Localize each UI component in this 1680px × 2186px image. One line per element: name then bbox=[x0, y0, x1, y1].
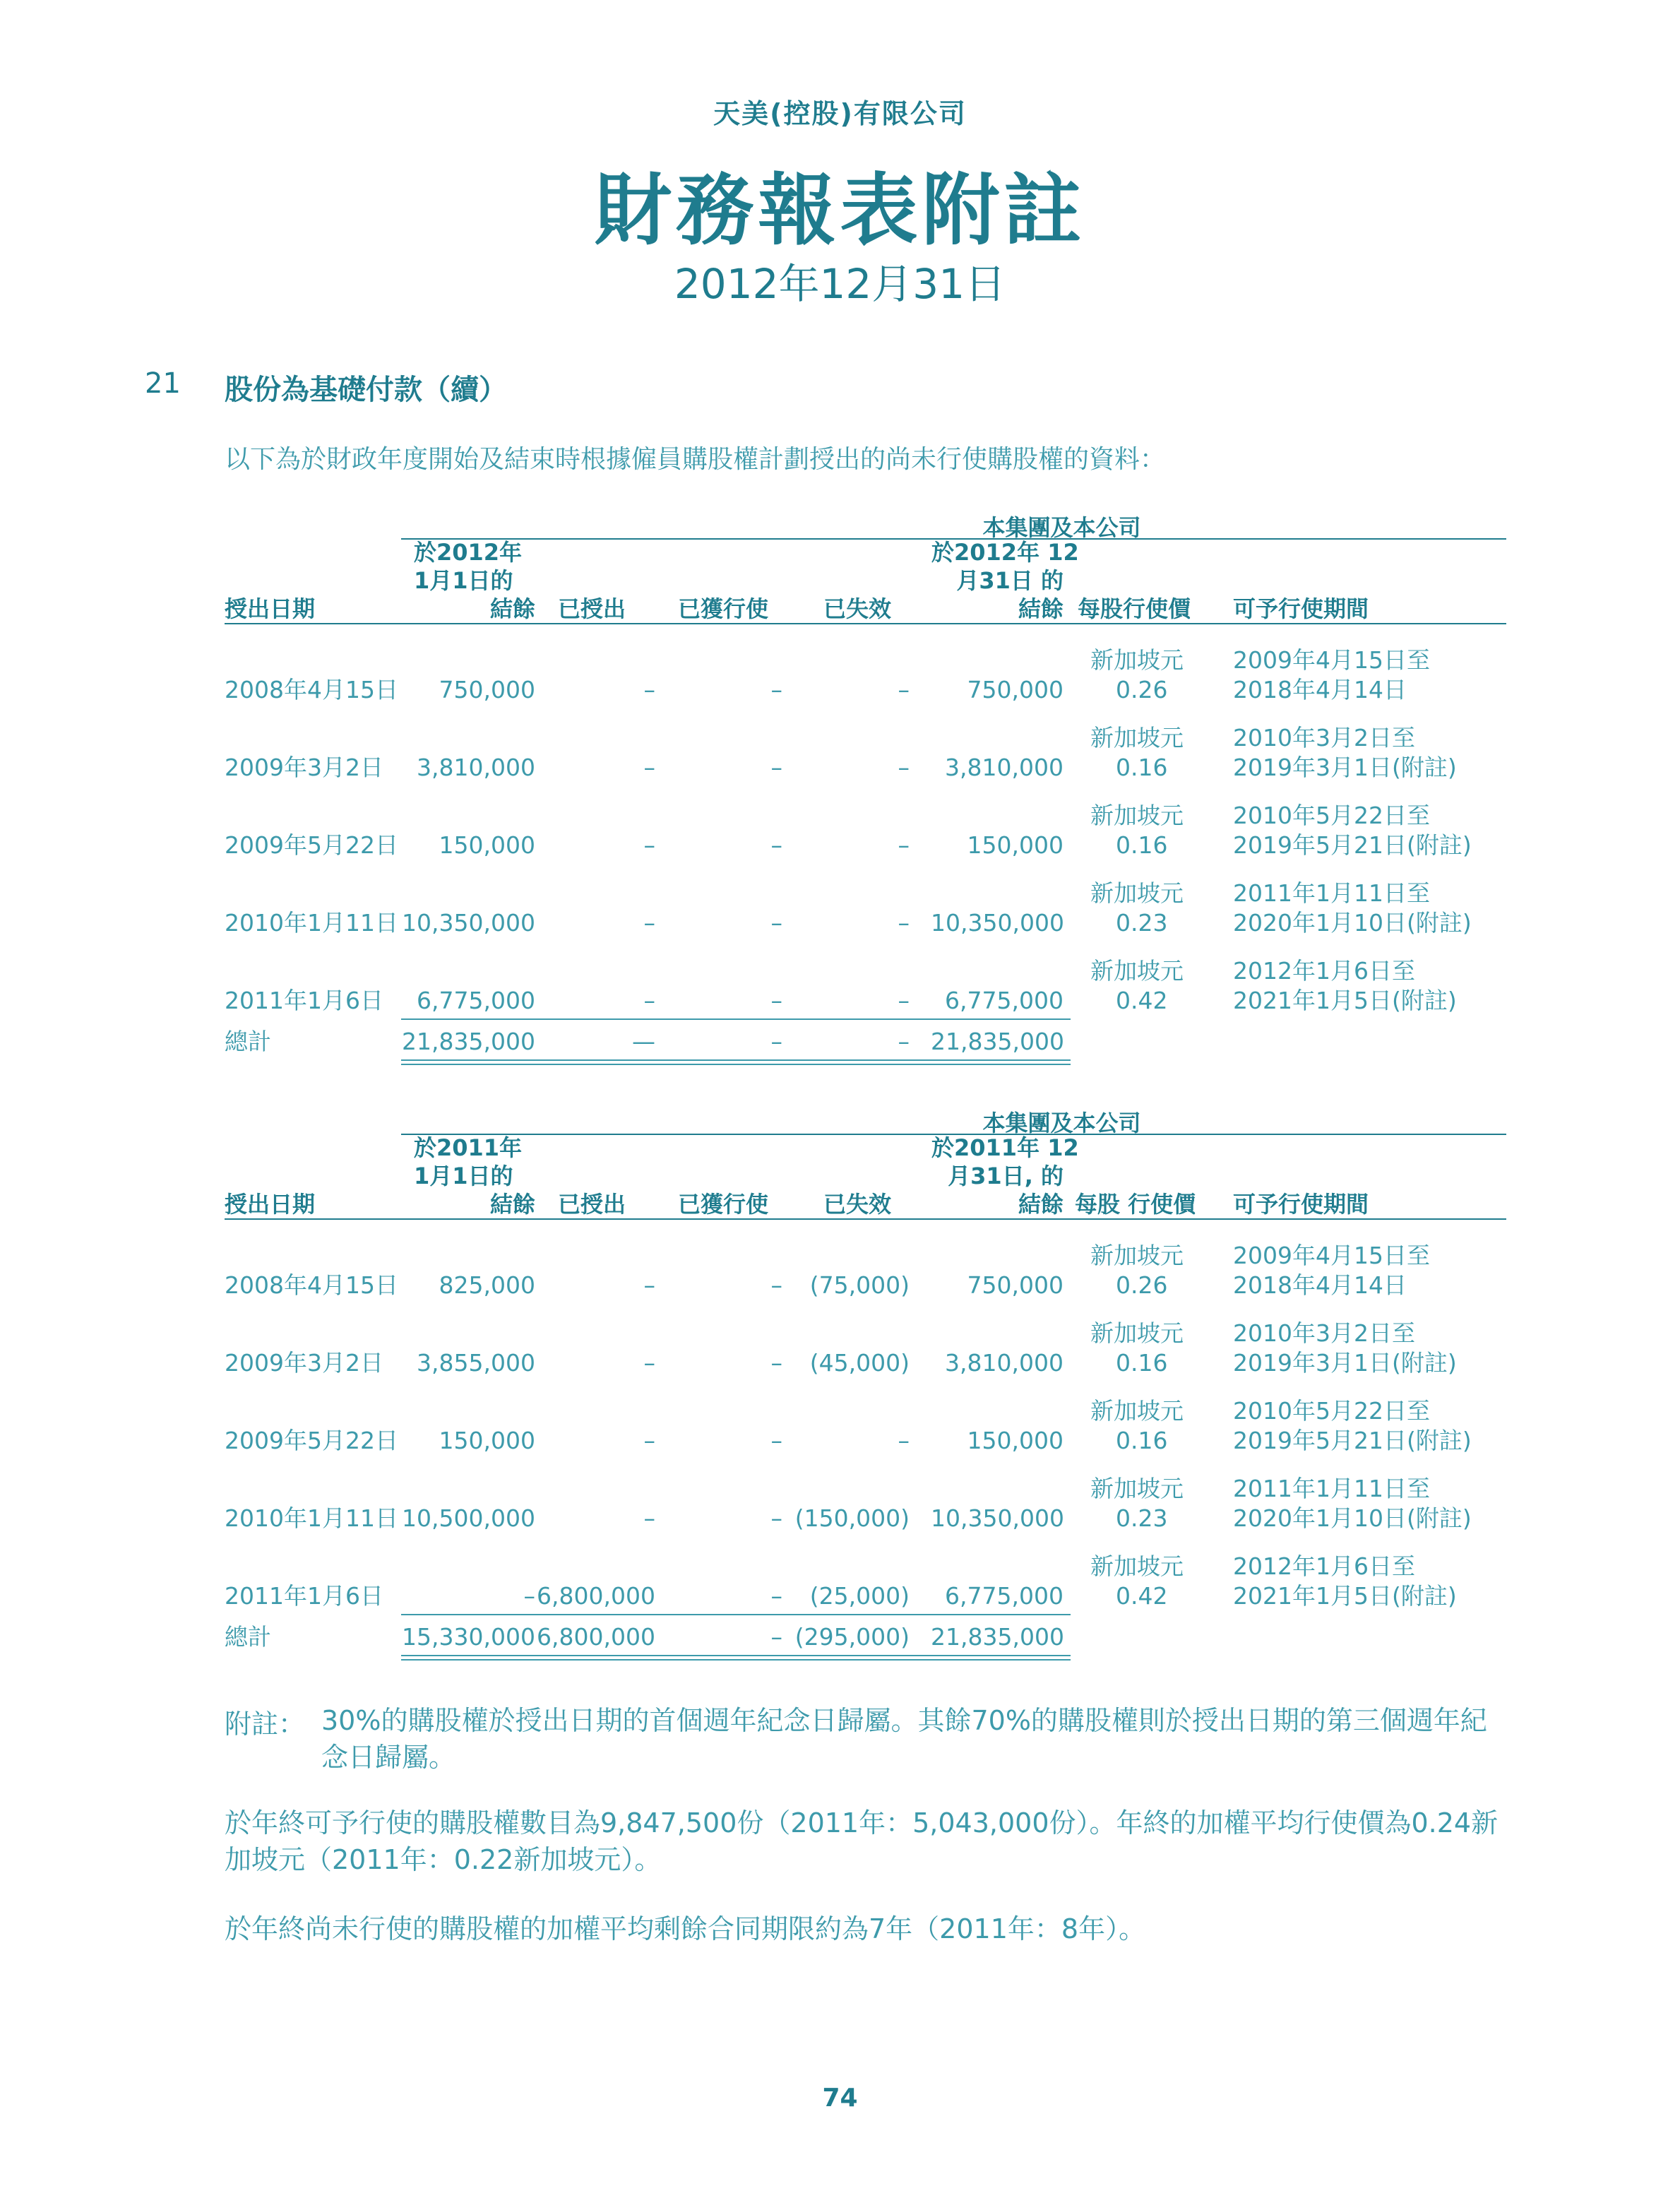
exercised: – bbox=[770, 987, 782, 1014]
currency: 新加坡元 bbox=[1090, 802, 1184, 829]
lapsed: – bbox=[898, 909, 910, 937]
company-name: 天美(控股)有限公司 bbox=[713, 98, 967, 129]
header-lapsed: 已失效 bbox=[823, 595, 892, 622]
period-from: 2012年1月6日至 bbox=[1233, 1552, 1415, 1580]
period-to: 2019年5月21日(附註) bbox=[1233, 831, 1472, 859]
section-intro: 以下為於財政年度開始及結束時根據僱員購股權計劃授出的尚未行使購股權的資料： bbox=[225, 445, 1166, 474]
page-title: 財務報表附註 bbox=[594, 165, 1086, 256]
grant-date: 2011年1月6日 bbox=[225, 987, 383, 1014]
lapsed: (45,000) bbox=[809, 1349, 910, 1377]
grant-date: 2010年1月11日 bbox=[225, 1504, 398, 1532]
period-to: 2018年4月14日 bbox=[1233, 1271, 1407, 1299]
header-opening-line2: 1月1日的 bbox=[414, 1163, 513, 1189]
header-granted: 已授出 bbox=[558, 595, 626, 622]
lapsed: – bbox=[898, 676, 910, 703]
table-group-heading: 本集團及本公司 bbox=[982, 514, 1141, 541]
period-from: 2009年4月15日至 bbox=[1233, 1242, 1430, 1269]
period-to: 2020年1月10日(附註) bbox=[1233, 909, 1472, 937]
header-rule bbox=[225, 1218, 1506, 1220]
header-exercise-period: 可予行使期間 bbox=[1233, 1191, 1369, 1218]
table-row bbox=[225, 723, 1506, 801]
exercised: – bbox=[770, 1582, 782, 1610]
header-opening-line3: 結餘 bbox=[489, 1191, 535, 1218]
exercise-price: 0.42 bbox=[1116, 987, 1168, 1014]
lapsed: – bbox=[898, 1427, 910, 1454]
header-rule bbox=[225, 623, 1506, 624]
remaining-life-paragraph: 於年終尚未行使的購股權的加權平均剩餘合同期限約為7年（2011年：8年）。 bbox=[225, 1913, 1146, 1944]
currency: 新加坡元 bbox=[1090, 879, 1184, 907]
opening-balance: 150,000 bbox=[439, 831, 535, 859]
closing-balance: 6,775,000 bbox=[945, 987, 1064, 1014]
total-double-rule bbox=[401, 1655, 1071, 1661]
period-from: 2010年5月22日至 bbox=[1233, 802, 1430, 829]
grant-date: 2009年5月22日 bbox=[225, 831, 398, 859]
header-exercise-period: 可予行使期間 bbox=[1233, 595, 1369, 622]
table-row bbox=[225, 1396, 1506, 1474]
period-from: 2012年1月6日至 bbox=[1233, 957, 1415, 985]
table-row bbox=[225, 956, 1506, 1034]
header-exercise-price: 每股行使價 bbox=[1078, 595, 1191, 622]
grant-date: 2008年4月15日 bbox=[225, 1271, 398, 1299]
header-closing-line3: 結餘 bbox=[1018, 595, 1064, 622]
header-opening-line1: 於2012年 bbox=[414, 539, 523, 566]
note-text: 30%的購股權於授出日期的首個週年紀念日歸屬。其餘70%的購股權則於授出日期的第三個週年紀念日歸屬。 bbox=[321, 1705, 1487, 1773]
total-lapsed: – bbox=[898, 1028, 910, 1055]
exercised: – bbox=[770, 1427, 782, 1454]
grant-date: 2009年5月22日 bbox=[225, 1427, 398, 1454]
exercised: – bbox=[770, 831, 782, 859]
header-closing-line2: 月31日, 的 bbox=[948, 1163, 1064, 1189]
table-row bbox=[225, 1552, 1506, 1629]
total-opening: 21,835,000 bbox=[402, 1028, 535, 1055]
exercise-price: 0.23 bbox=[1116, 909, 1168, 937]
opening-balance: 10,350,000 bbox=[402, 909, 535, 937]
header-closing-line3: 結餘 bbox=[1018, 1191, 1064, 1218]
exercised: – bbox=[770, 1349, 782, 1377]
header-opening-line2: 1月1日的 bbox=[414, 567, 513, 594]
opening-balance: – bbox=[523, 1582, 535, 1610]
page-number: 74 bbox=[822, 2084, 858, 2113]
exercised: – bbox=[770, 676, 782, 703]
exercised: – bbox=[770, 909, 782, 937]
granted: – bbox=[643, 987, 655, 1014]
grant-date: 2009年3月2日 bbox=[225, 1349, 383, 1377]
header-lapsed: 已失效 bbox=[823, 1191, 892, 1218]
subtotal-rule bbox=[401, 1614, 1071, 1615]
table-group-heading: 本集團及本公司 bbox=[982, 1110, 1141, 1136]
exercise-price: 0.16 bbox=[1116, 754, 1168, 781]
period-from: 2011年1月11日至 bbox=[1233, 1475, 1430, 1502]
note-label: 附註： bbox=[225, 1709, 306, 1740]
table-row bbox=[225, 1241, 1506, 1319]
opening-balance: 10,500,000 bbox=[402, 1504, 535, 1532]
closing-balance: 6,775,000 bbox=[945, 1582, 1064, 1610]
table-row bbox=[225, 1474, 1506, 1552]
opening-balance: 150,000 bbox=[439, 1427, 535, 1454]
lapsed: (25,000) bbox=[809, 1582, 910, 1610]
period-to: 2021年1月5日(附註) bbox=[1233, 1582, 1457, 1610]
header-exercise-price: 每股 行使價 bbox=[1075, 1191, 1196, 1218]
table-row bbox=[225, 1319, 1506, 1396]
granted: – bbox=[643, 1504, 655, 1532]
total-closing: 21,835,000 bbox=[931, 1623, 1064, 1651]
total-label: 總計 bbox=[225, 1623, 271, 1651]
lapsed: (150,000) bbox=[794, 1504, 910, 1532]
total-closing: 21,835,000 bbox=[931, 1028, 1064, 1055]
period-from: 2010年3月2日至 bbox=[1233, 1319, 1415, 1347]
lapsed: – bbox=[898, 754, 910, 781]
header-closing-line1: 於2011年 12 bbox=[931, 1134, 1079, 1161]
exercised: – bbox=[770, 1504, 782, 1532]
closing-balance: 750,000 bbox=[967, 1271, 1064, 1299]
granted: 6,800,000 bbox=[537, 1582, 655, 1610]
header-grant-date: 授出日期 bbox=[225, 595, 316, 622]
header-opening-line3: 結餘 bbox=[489, 595, 535, 622]
grant-date: 2010年1月11日 bbox=[225, 909, 398, 937]
opening-balance: 6,775,000 bbox=[417, 987, 535, 1014]
header-closing-line1: 於2012年 12 bbox=[931, 539, 1079, 566]
total-granted: — bbox=[632, 1028, 655, 1055]
exercise-price: 0.23 bbox=[1116, 1504, 1168, 1532]
closing-balance: 10,350,000 bbox=[931, 909, 1064, 937]
report-date: 2012年12月31日 bbox=[674, 260, 1006, 308]
header-opening-line1: 於2011年 bbox=[414, 1134, 523, 1161]
closing-balance: 750,000 bbox=[967, 676, 1064, 703]
granted: – bbox=[643, 1271, 655, 1299]
exercisable-options-paragraph: 於年終可予行使的購股權數目為9,847,500份（2011年：5,043,000份）。年終的加權平均行使價為0.24新加坡元（2011年：0.22新加坡元）。 bbox=[225, 1807, 1499, 1875]
total-lapsed: (295,000) bbox=[794, 1623, 910, 1651]
opening-balance: 825,000 bbox=[439, 1271, 535, 1299]
exercise-price: 0.16 bbox=[1116, 831, 1168, 859]
header-exercised: 已獲行使 bbox=[678, 595, 769, 622]
granted: – bbox=[643, 831, 655, 859]
opening-balance: 3,855,000 bbox=[417, 1349, 535, 1377]
table-row bbox=[225, 646, 1506, 723]
total-label: 總計 bbox=[225, 1028, 271, 1055]
currency: 新加坡元 bbox=[1090, 1552, 1184, 1580]
granted: – bbox=[643, 909, 655, 937]
period-from: 2009年4月15日至 bbox=[1233, 646, 1430, 674]
header-grant-date: 授出日期 bbox=[225, 1191, 316, 1218]
grant-date: 2011年1月6日 bbox=[225, 1582, 383, 1610]
currency: 新加坡元 bbox=[1090, 1475, 1184, 1502]
lapsed: – bbox=[898, 831, 910, 859]
currency: 新加坡元 bbox=[1090, 724, 1184, 752]
options-table-2011 bbox=[225, 1105, 1506, 1677]
closing-balance: 3,810,000 bbox=[945, 1349, 1064, 1377]
exercised: – bbox=[770, 754, 782, 781]
exercise-price: 0.42 bbox=[1116, 1582, 1168, 1610]
total-opening: 15,330,000 bbox=[402, 1623, 535, 1651]
closing-balance: 150,000 bbox=[967, 831, 1064, 859]
grant-date: 2009年3月2日 bbox=[225, 754, 383, 781]
total-double-rule bbox=[401, 1059, 1071, 1065]
grant-date: 2008年4月15日 bbox=[225, 676, 398, 703]
granted: – bbox=[643, 1349, 655, 1377]
options-table-2012 bbox=[225, 510, 1506, 1082]
total-granted: 6,800,000 bbox=[537, 1623, 655, 1651]
total-exercised: – bbox=[770, 1028, 782, 1055]
lapsed: (75,000) bbox=[809, 1271, 910, 1299]
currency: 新加坡元 bbox=[1090, 957, 1184, 985]
section-title: 股份為基礎付款（續） bbox=[225, 374, 507, 406]
currency: 新加坡元 bbox=[1090, 1319, 1184, 1347]
currency: 新加坡元 bbox=[1090, 1242, 1184, 1269]
granted: – bbox=[643, 754, 655, 781]
period-to: 2019年3月1日(附註) bbox=[1233, 754, 1457, 781]
header-granted: 已授出 bbox=[558, 1191, 626, 1218]
period-to: 2018年4月14日 bbox=[1233, 676, 1407, 703]
granted: – bbox=[643, 676, 655, 703]
period-from: 2010年3月2日至 bbox=[1233, 724, 1415, 752]
closing-balance: 10,350,000 bbox=[931, 1504, 1064, 1532]
table-row bbox=[225, 801, 1506, 879]
exercise-price: 0.16 bbox=[1116, 1427, 1168, 1454]
exercise-price: 0.26 bbox=[1116, 1271, 1168, 1299]
period-to: 2019年3月1日(附註) bbox=[1233, 1349, 1457, 1377]
period-to: 2021年1月5日(附註) bbox=[1233, 987, 1457, 1014]
closing-balance: 150,000 bbox=[967, 1427, 1064, 1454]
section-number: 21 bbox=[145, 367, 181, 400]
period-to: 2019年5月21日(附註) bbox=[1233, 1427, 1472, 1454]
header-exercised: 已獲行使 bbox=[678, 1191, 769, 1218]
exercise-price: 0.26 bbox=[1116, 676, 1168, 703]
currency: 新加坡元 bbox=[1090, 1397, 1184, 1425]
closing-balance: 3,810,000 bbox=[945, 754, 1064, 781]
opening-balance: 750,000 bbox=[439, 676, 535, 703]
header-closing-line2: 月31日 的 bbox=[956, 567, 1064, 594]
exercise-price: 0.16 bbox=[1116, 1349, 1168, 1377]
opening-balance: 3,810,000 bbox=[417, 754, 535, 781]
period-from: 2010年5月22日至 bbox=[1233, 1397, 1430, 1425]
total-exercised: – bbox=[770, 1623, 782, 1651]
granted: – bbox=[643, 1427, 655, 1454]
period-to: 2020年1月10日(附註) bbox=[1233, 1504, 1472, 1532]
subtotal-rule bbox=[401, 1018, 1071, 1020]
exercised: – bbox=[770, 1271, 782, 1299]
lapsed: – bbox=[898, 987, 910, 1014]
table-row bbox=[225, 879, 1506, 956]
period-from: 2011年1月11日至 bbox=[1233, 879, 1430, 907]
currency: 新加坡元 bbox=[1090, 646, 1184, 674]
